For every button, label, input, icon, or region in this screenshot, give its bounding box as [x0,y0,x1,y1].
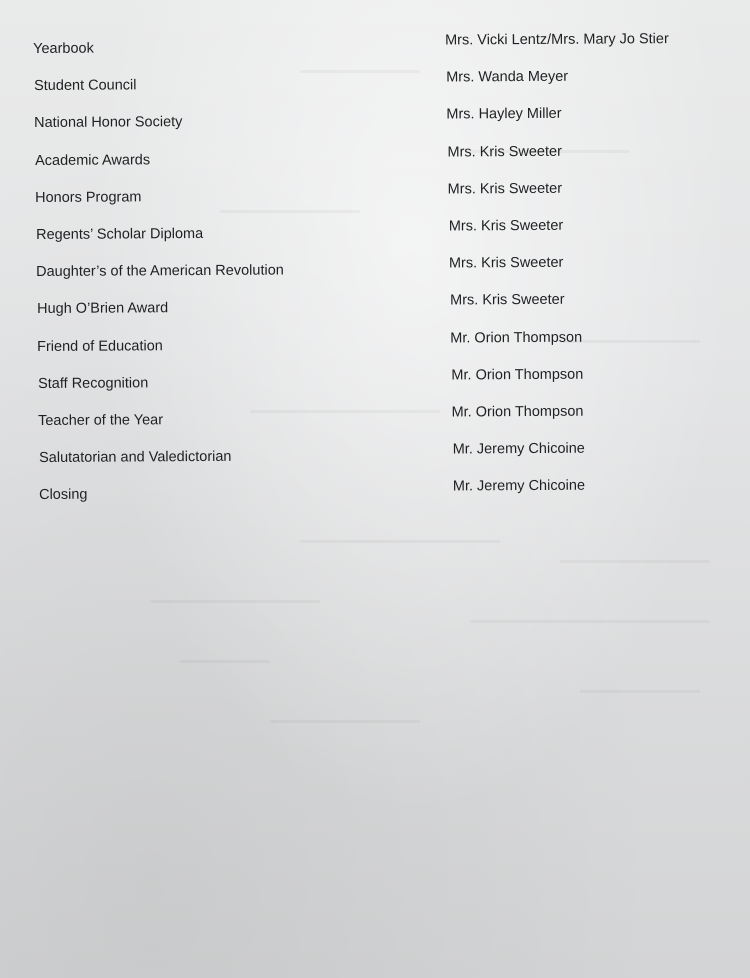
presenter-name: Mrs. Hayley Miller [446,106,562,123]
presenter-name: Mrs. Kris Sweeter [448,217,563,235]
program-row [38,365,750,394]
presenter-name: Mrs. Wanda Meyer [445,68,568,86]
program-item: Friend of Education [37,337,163,355]
presenter-name: Mrs. Vicki Lentz/Mrs. Mary Jo Stier [444,31,669,49]
program-row [35,142,750,171]
program-item: Hugh O’Brien Award [36,300,168,318]
program-row [39,440,750,469]
program-row [34,68,750,97]
program-item: Academic Awards [34,151,150,169]
program-item: Honors Program [35,189,142,206]
program-item: Regents’ Scholar Diploma [35,225,203,243]
presenter-name: Mrs. Kris Sweeter [447,180,563,198]
presenter-name: Mr. Orion Thompson [451,403,584,421]
program-row [36,254,750,283]
presenter-name: Mr. Orion Thompson [450,366,583,384]
presenter-name: Mr. Jeremy Chicoine [452,478,586,495]
presenter-name: Mrs. Kris Sweeter [446,143,562,161]
presenter-name: Mr. Orion Thompson [450,329,583,347]
program-row [35,179,750,208]
program-item: Teacher of the Year [38,412,164,429]
program-row [33,30,750,59]
program-item: National Honor Society [34,114,183,132]
program-item: Yearbook [33,40,94,57]
program-row [37,328,750,357]
program-item: Student Council [33,77,137,95]
presenter-name: Mrs. Kris Sweeter [449,292,565,309]
program-row [37,291,750,320]
program-row [34,105,750,134]
program-row [36,216,750,245]
presenter-name: Mr. Jeremy Chicoine [452,440,585,458]
program-row [38,402,750,431]
program-item: Salutatorian and Valedictorian [38,449,232,467]
program-item: Closing [39,487,88,504]
program-item: Daughter’s of the American Revolution [36,262,284,281]
program-row [39,477,750,506]
program-item: Staff Recognition [37,375,148,392]
presenter-name: Mrs. Kris Sweeter [448,254,564,272]
